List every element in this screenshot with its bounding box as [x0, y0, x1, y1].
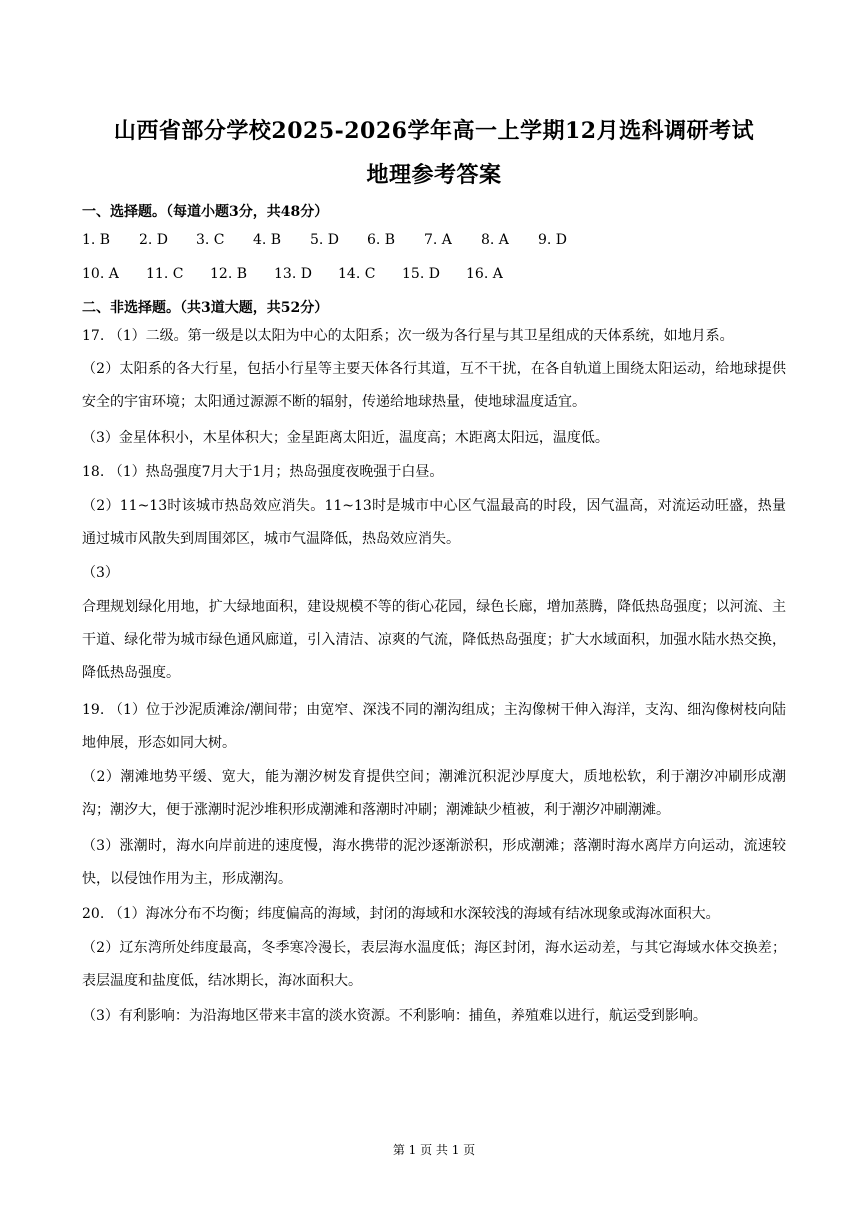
q18-part2: （2）11~13时该城市热岛效应消失。11~13时是城市中心区气温最高的时段，因气温高，对流运动旺盛，热量通过城市风散失到周围郊区，城市气温降低，热岛效应消失。	[82, 498, 786, 547]
q18-part3-label: （3）	[82, 565, 119, 581]
q17-part2: （2）太阳系的各大行星，包括小行星等主要天体各行其道，互不干扰，在各自轨道上围绕太阳运动，给地球提供安全的宇宙环境；太阳通过源源不断的辐射，传递给地球热量，使地球温度适宜。	[82, 361, 786, 410]
answer-item: 13. D	[274, 266, 312, 282]
section-nonchoice-heading: 二、非选择题。（共3道大题，共52分）	[82, 300, 329, 316]
q20-part2: （2）辽东湾所处纬度最高，冬季寒冷漫长，表层海水温度低；海区封闭，海水运动差，与其它海域水体交换差；表层温度和盐度低，结冰期长，海冰面积大。	[82, 940, 786, 989]
q20-part1: 20. （1）海冰分布不均衡；纬度偏高的海域，封闭的海域和水深较浅的海域有结冰现象或海冰面积大。	[82, 906, 720, 922]
answer-item: 10. A	[82, 266, 119, 282]
q17-part3: （3）金星体积小，木星体积大；金星距离太阳近，温度高；木距离太阳远，温度低。	[82, 430, 609, 446]
answer-item: 14. C	[338, 266, 376, 282]
answer-item: 3. C	[196, 232, 225, 248]
answer-item: 8. A	[481, 232, 509, 248]
q19-part3: （3）涨潮时，海水向岸前进的速度慢，海水携带的泥沙逐渐淤积，形成潮滩；落潮时海水离岸方向运动，流速较快，以侵蚀作用为主，形成潮沟。	[82, 838, 786, 887]
answer-item: 15. D	[402, 266, 440, 282]
q18-part3: 合理规划绿化用地，扩大绿地面积，建设规模不等的街心花园，绿色长廊，增加蒸腾，降低热岛强度；以河流、主干道、绿化带为城市绿色通风廊道，引入清洁、凉爽的气流，降低热岛强度；扩大水域面积，加强水陆水热交换，降低热岛强度。	[82, 599, 786, 681]
document-title: 山西省部分学校2025-2026学年高一上学期12月选科调研考试	[113, 118, 755, 144]
section-choice-heading: 一、选择题。（每道小题3分，共48分）	[82, 204, 329, 220]
answer-item: 4. B	[253, 232, 282, 248]
answer-item: 16. A	[466, 266, 503, 282]
q19-part1: 19. （1）位于沙泥质滩涂/潮间带；由宽窄、深浅不同的潮沟组成；主沟像树干伸入海洋，支沟、细沟像树枝向陆地伸展，形态如同大树。	[82, 702, 786, 751]
answer-item: 11. C	[146, 266, 184, 282]
q20-part3: （3）有利影响：为沿海地区带来丰富的淡水资源。不利影响：捕鱼，养殖难以进行，航运受到影响。	[82, 1008, 707, 1024]
answer-item: 5. D	[310, 232, 340, 248]
answer-item: 1. B	[82, 232, 111, 248]
answers-row-2	[82, 266, 530, 282]
answer-item: 9. D	[538, 232, 568, 248]
q18-part1: 18. （1）热岛强度7月大于1月；热岛强度夜晚强于白昼。	[82, 464, 444, 480]
answer-item: 6. B	[367, 232, 396, 248]
q17-part1: 17. （1）二级。第一级是以太阳为中心的太阳系；次一级为各行星与其卫星组成的天体系统，如地月系。	[82, 328, 734, 344]
answer-item: 2. D	[139, 232, 169, 248]
page-footer: 第 1 页 共 1 页	[392, 1143, 476, 1157]
document-subtitle: 地理参考答案	[366, 162, 502, 188]
answers-row-1	[82, 232, 595, 248]
answer-item: 12. B	[210, 266, 248, 282]
answer-item: 7. A	[424, 232, 452, 248]
q19-part2: （2）潮滩地势平缓、宽大，能为潮汐树发育提供空间；潮滩沉积泥沙厚度大，质地松软，利于潮汐冲刷形成潮沟；潮汐大，便于涨潮时泥沙堆积形成潮滩和落潮时冲刷；潮滩缺少植被，利于潮汐冲刷潮滩。	[82, 769, 786, 818]
